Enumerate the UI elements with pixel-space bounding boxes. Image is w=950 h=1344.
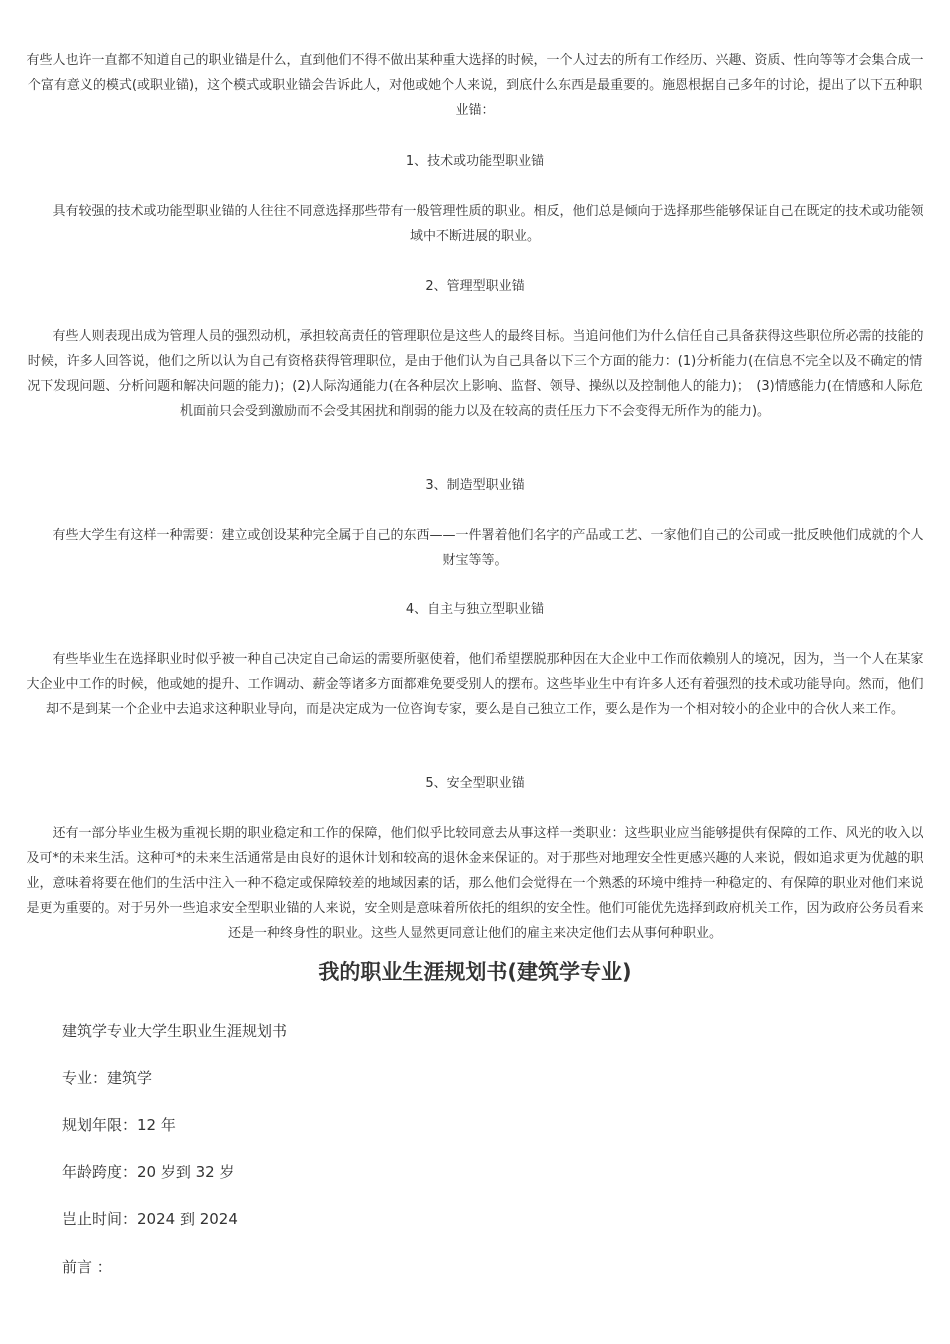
plan-age-span: 年龄跨度：20 岁到 32 岁 bbox=[62, 1163, 235, 1181]
anchor-heading-3: 3、制造型职业锚 bbox=[425, 478, 525, 493]
intro-paragraph: 有些人也许一直都不知道自己的职业锚是什么，直到他们不得不做出某种重大选择的时候，一个人过去的所有工作经历、兴趣、资质、性向等等才会集合成一个富有意义的模式(或职业锚)，这个模式或职业锚会告诉此人，对他或她个人来说，到底什么东西是最重要的。施恩根据自己多年的讨论，提出了以下五种职业锚： bbox=[26, 53, 924, 118]
anchor-body-4: 有些毕业生在选择职业时似乎被一种自己决定自己命运的需要所驱使着，他们希望摆脱那种因在大企业中工作而依赖别人的境况，因为，当一个人在某家大企业中工作的时候，他或她的提升、工作调动、薪金等诸多方面都难免要受别人的摆布。这些毕业生中有许多人还有着强烈的技术或功能导向。然而，他们却不是到某一个企业中去追求这种职业导向，而是决定成为一位咨询专家，要么是自己独立工作，要么是作为一个相对较小的企业中的合伙人来工作。 bbox=[26, 652, 924, 717]
plan-subtitle: 建筑学专业大学生职业生涯规划书 bbox=[62, 1022, 288, 1040]
anchor-body-2: 有些人则表现出成为管理人员的强烈动机，承担较高责任的管理职位是这些人的最终目标。当追问他们为什么信任自己具备获得这些职位所必需的技能的时候，许多人回答说，他们之所以认为自己有资格获得管理职位，是由于他们认为自己具备以下三个方面的能力：(1)分析能力(在信息不完全以及不确定的情况下发现问题、分析问题和解决问题的能力)；(2)人际沟通能力(在各种层次上影响、监督、领导、操纵以及控制他人的能力)； (3)情感能力(在情感和人际危机面前只会受到激励而不会受其困扰和削弱的能力以及在较高的责任压力下不会变得无所作为的能力)。 bbox=[27, 329, 924, 419]
anchor-body-5: 还有一部分毕业生极为重视长期的职业稳定和工作的保障，他们似乎比较同意去从事这样一类职业：这些职业应当能够提供有保障的工作、风光的收入以及可*的未来生活。这种可*的未来生活通常是由良好的退休计划和较高的退休金来保证的。对于那些对地理安全性更感兴趣的人来说，假如追求更为优越的职业，意味着将要在他们的生活中注入一种不稳定或保障较差的地域因素的话，那么他们会觉得在一个熟悉的环境中维持一种稳定的、有保障的职业对他们来说是更为重要的。对于另外一些追求安全型职业锚的人来说，安全则是意味着所依托的组织的安全性。他们可能优先选择到政府机关工作，因为政府公务员看来还是一种终身性的职业。这些人显然更同意让他们的雇主来决定他们去从事何种职业。 bbox=[26, 826, 924, 941]
anchor-heading-2: 2、管理型职业锚 bbox=[425, 279, 525, 294]
anchor-body-3: 有些大学生有这样一种需要：建立或创设某种完全属于自己的东西——一件署着他们名字的产品或工艺、一家他们自己的公司或一批反映他们成就的个人财宝等等。 bbox=[52, 528, 924, 568]
plan-period: 岂止时间：2024 到 2024 bbox=[62, 1210, 238, 1228]
plan-major: 专业：建筑学 bbox=[62, 1069, 153, 1087]
anchor-body-1: 具有较强的技术或功能型职业锚的人往往不同意选择那些带有一般管理性质的职业。相反，他们总是倾向于选择那些能够保证自己在既定的技术或功能领域中不断进展的职业。 bbox=[52, 204, 924, 244]
plan-preface: 前言 ： bbox=[62, 1258, 112, 1276]
plan-years: 规划年限：12 年 bbox=[62, 1116, 176, 1134]
anchor-heading-4: 4、自主与独立型职业锚 bbox=[405, 602, 545, 617]
plan-title: 我的职业生涯规划书(建筑学专业) bbox=[318, 960, 632, 984]
anchor-heading-1: 1、技术或功能型职业锚 bbox=[405, 154, 545, 169]
anchor-heading-5: 5、安全型职业锚 bbox=[425, 776, 525, 791]
